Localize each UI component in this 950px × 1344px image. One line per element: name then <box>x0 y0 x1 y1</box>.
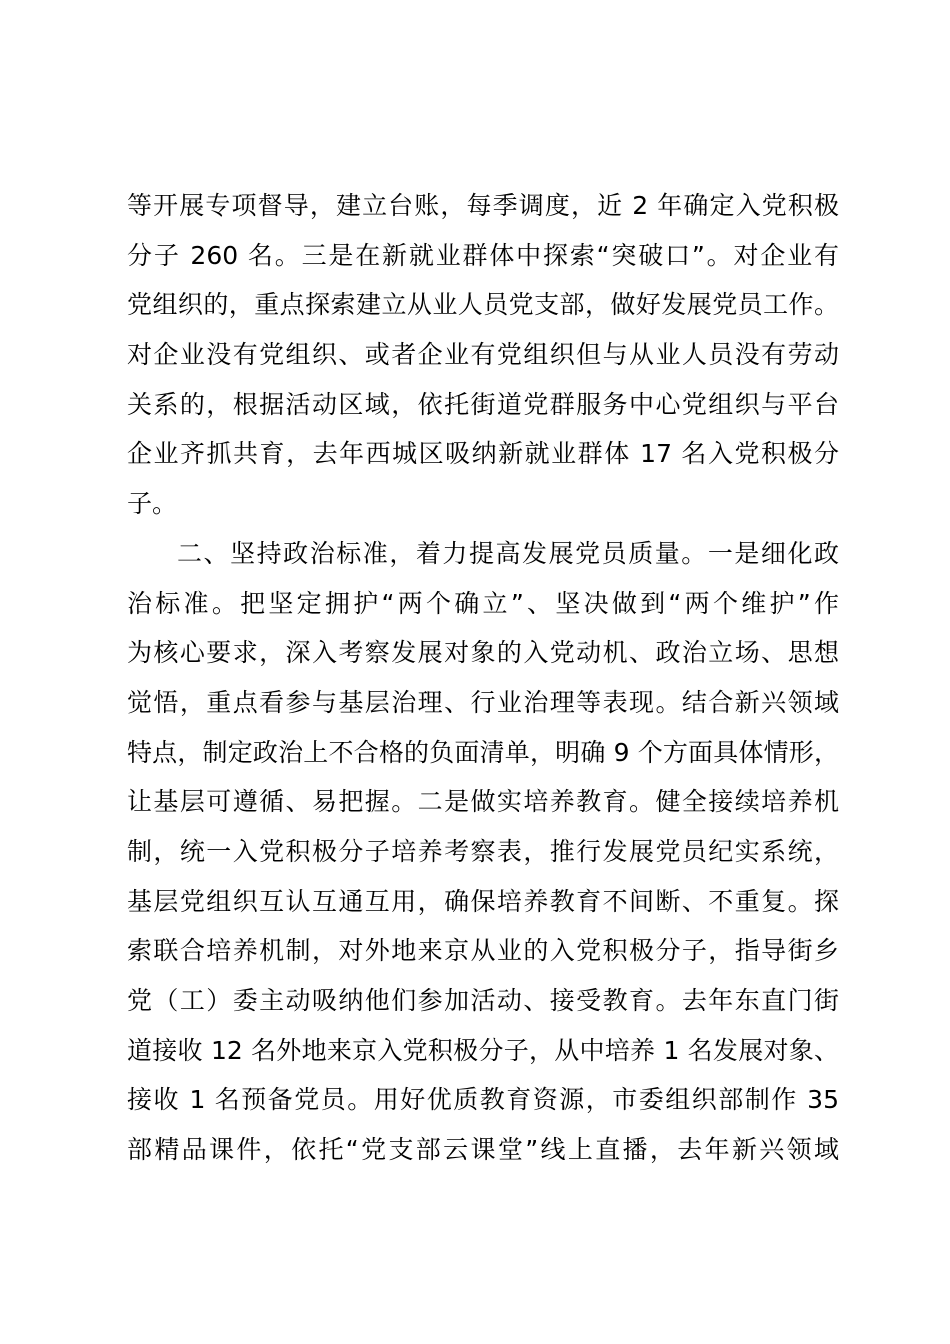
text-line: 治标准。把坚定拥护“两个确立”、坚决做到“两个维护”作 <box>127 588 839 618</box>
text-line: 为核心要求，深入考察发展对象的入党动机、政治立场、思想 <box>127 638 839 668</box>
text-line: 企业齐抓共育，去年西城区吸纳新就业群体 17 名入党积极分 <box>127 439 839 469</box>
text-line: 索联合培养机制，对外地来京从业的入党积极分子，指导街乡 <box>127 936 839 966</box>
text-line: 二、坚持政治标准，着力提高发展党员质量。一是细化政 <box>177 538 839 568</box>
text-line: 党（工）委主动吸纳他们参加活动、接受教育。去年东直门街 <box>127 986 839 1015</box>
text-line: 让基层可遵循、易把握。二是做实培养教育。健全接续培养机 <box>127 787 839 817</box>
text-line: 特点，制定政治上不合格的负面清单，明确 9 个方面具体情形， <box>127 737 839 767</box>
paragraph-1 <box>127 181 839 529</box>
document-body <box>127 181 839 1175</box>
text-line: 党组织的，重点探索建立从业人员党支部，做好发展党员工作。 <box>127 290 839 320</box>
text-line: 部精品课件，依托“党支部云课堂”线上直播，去年新兴领域 <box>127 1135 839 1165</box>
text-line: 接收 1 名预备党员。用好优质教育资源，市委组织部制作 35 <box>127 1085 839 1115</box>
text-line: 制，统一入党积极分子培养考察表，推行发展党员纪实系统， <box>127 836 839 866</box>
text-line: 子。 <box>127 489 178 519</box>
text-line: 对企业没有党组织、或者企业有党组织但与从业人员没有劳动 <box>127 340 839 370</box>
text-line: 道接收 12 名外地来京入党积极分子，从中培养 1 名发展对象、 <box>127 1035 839 1065</box>
paragraph-2 <box>127 529 839 1175</box>
text-line: 基层党组织互认互通互用，确保培养教育不间断、不重复。探 <box>127 886 839 916</box>
text-line: 等开展专项督导，建立台账，每季调度，近 2 年确定入党积极 <box>127 191 839 220</box>
text-line: 觉悟，重点看参与基层治理、行业治理等表现。结合新兴领域 <box>127 687 839 717</box>
text-line: 分子 260 名。三是在新就业群体中探索“突破口”。对企业有 <box>127 240 839 270</box>
text-line: 关系的，根据活动区域，依托街道党群服务中心党组织与平台 <box>127 389 839 419</box>
